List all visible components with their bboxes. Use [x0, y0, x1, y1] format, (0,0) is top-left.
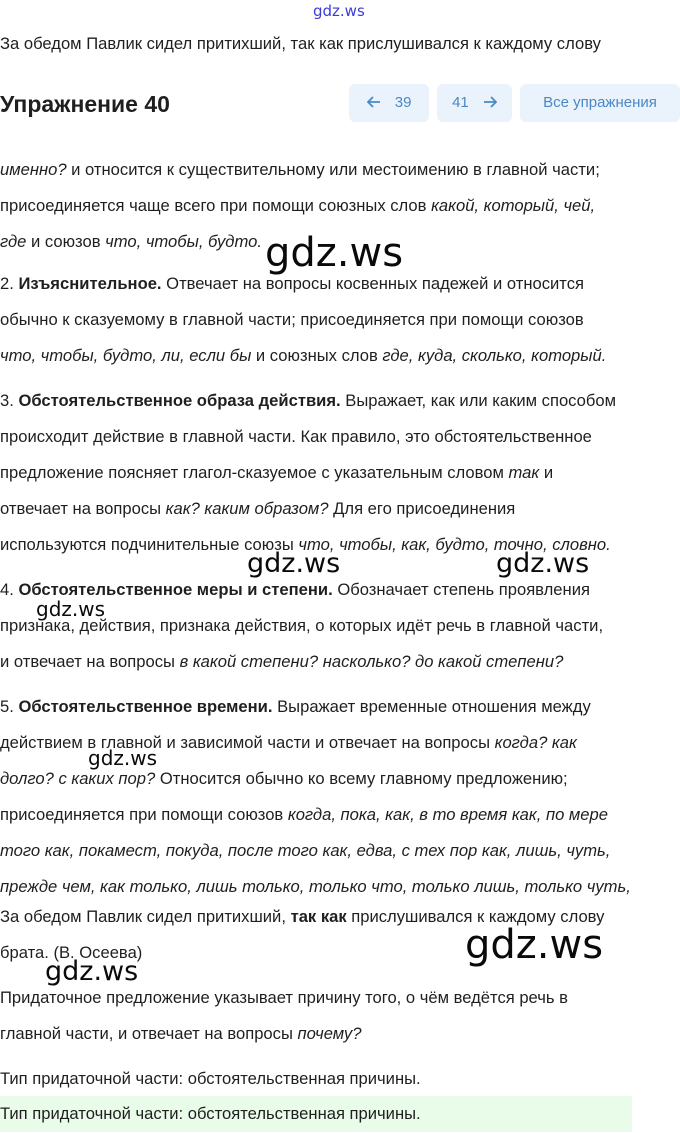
- watermark-top: gdz.ws: [313, 2, 365, 20]
- watermark: gdz.ws: [496, 548, 590, 579]
- all-exercises-label: Все упражнения: [543, 94, 657, 111]
- paragraph-item-5: 5. Обстоятельственное времени. Выражает временные отношения между действием в главной и зависимой части и отвечает на вопросы когда? как долго? с каких пор? Относится обычно ко всему главному предложению; присоединяется при помощи союзов когда, пока, как, в то время как, по мере того как, покамест, покуда, после того как, едва, с тех пор как, лишь, чуть, прежде чем, как только, лишь только, только что, только лишь, только чуть,: [0, 697, 631, 896]
- explanation-paragraph: Придаточное предложение указывает причину того, о чём ведётся речь в главной части, и отвечает на вопросы почему?: [0, 988, 568, 1043]
- watermark: gdz.ws: [88, 746, 158, 770]
- answer-highlighted-text: Тип придаточной части: обстоятельственная причины.: [0, 1104, 421, 1123]
- prev-exercise-button[interactable]: [349, 84, 429, 122]
- paragraph-item-3: 3. Обстоятельственное образа действия. Выражает, как или каким способом происходит действие в главной части. Как правило, это обстоятельственное предложение поясняет глагол-сказуемое с указательным словом так и отвечает на вопросы как? каким образом? Для его присоединения используются подчинительные союзы что, чтобы, как, будто, точно, словно.: [0, 391, 617, 554]
- arrow-left-icon: [367, 96, 381, 108]
- watermark: gdz.ws: [36, 597, 106, 621]
- answer-text: Тип придаточной части: обстоятельственная причины.: [0, 1069, 421, 1088]
- all-exercises-button[interactable]: [520, 84, 680, 122]
- watermark: gdz.ws: [265, 230, 404, 276]
- paragraph-item-4: 4. Обстоятельственное меры и степени. Обозначает степень проявления признака, действия, признака действия, о которых идёт речь в главной части, и отвечает на вопросы в какой степени? насколько? до какой степени?: [0, 580, 604, 671]
- watermark: gdz.ws: [45, 956, 139, 987]
- next-exercise-button[interactable]: [437, 84, 512, 122]
- top-sentence: За обедом Павлик сидел притихший, так как прислушивался к каждому слову: [0, 34, 601, 53]
- watermark: gdz.ws: [247, 548, 341, 579]
- paragraph-item-2: 2. Изъяснительное. Отвечает на вопросы косвенных падежей и относится обычно к сказуемому в главной части; присоединяется при помощи союзов что, чтобы, будто, ли, если бы и союзных слов где, куда, сколько, который.: [0, 274, 607, 365]
- next-exercise-label: 41: [452, 94, 469, 111]
- example-sentence: За обедом Павлик сидел притихший, так как прислушивался к каждому слову брата. (В. Осеева): [0, 907, 605, 962]
- prev-exercise-label: 39: [394, 94, 412, 111]
- arrow-right-icon: [483, 96, 497, 108]
- watermark: gdz.ws: [465, 922, 604, 968]
- page-title: Упражнение 40: [0, 91, 170, 117]
- paragraph-item-1: именно? и относится к существительному или местоимению в главной части; присоединяется чаще всего при помощи союзных слов какой, который, чей, где и союзов что, чтобы, будто.: [0, 160, 600, 251]
